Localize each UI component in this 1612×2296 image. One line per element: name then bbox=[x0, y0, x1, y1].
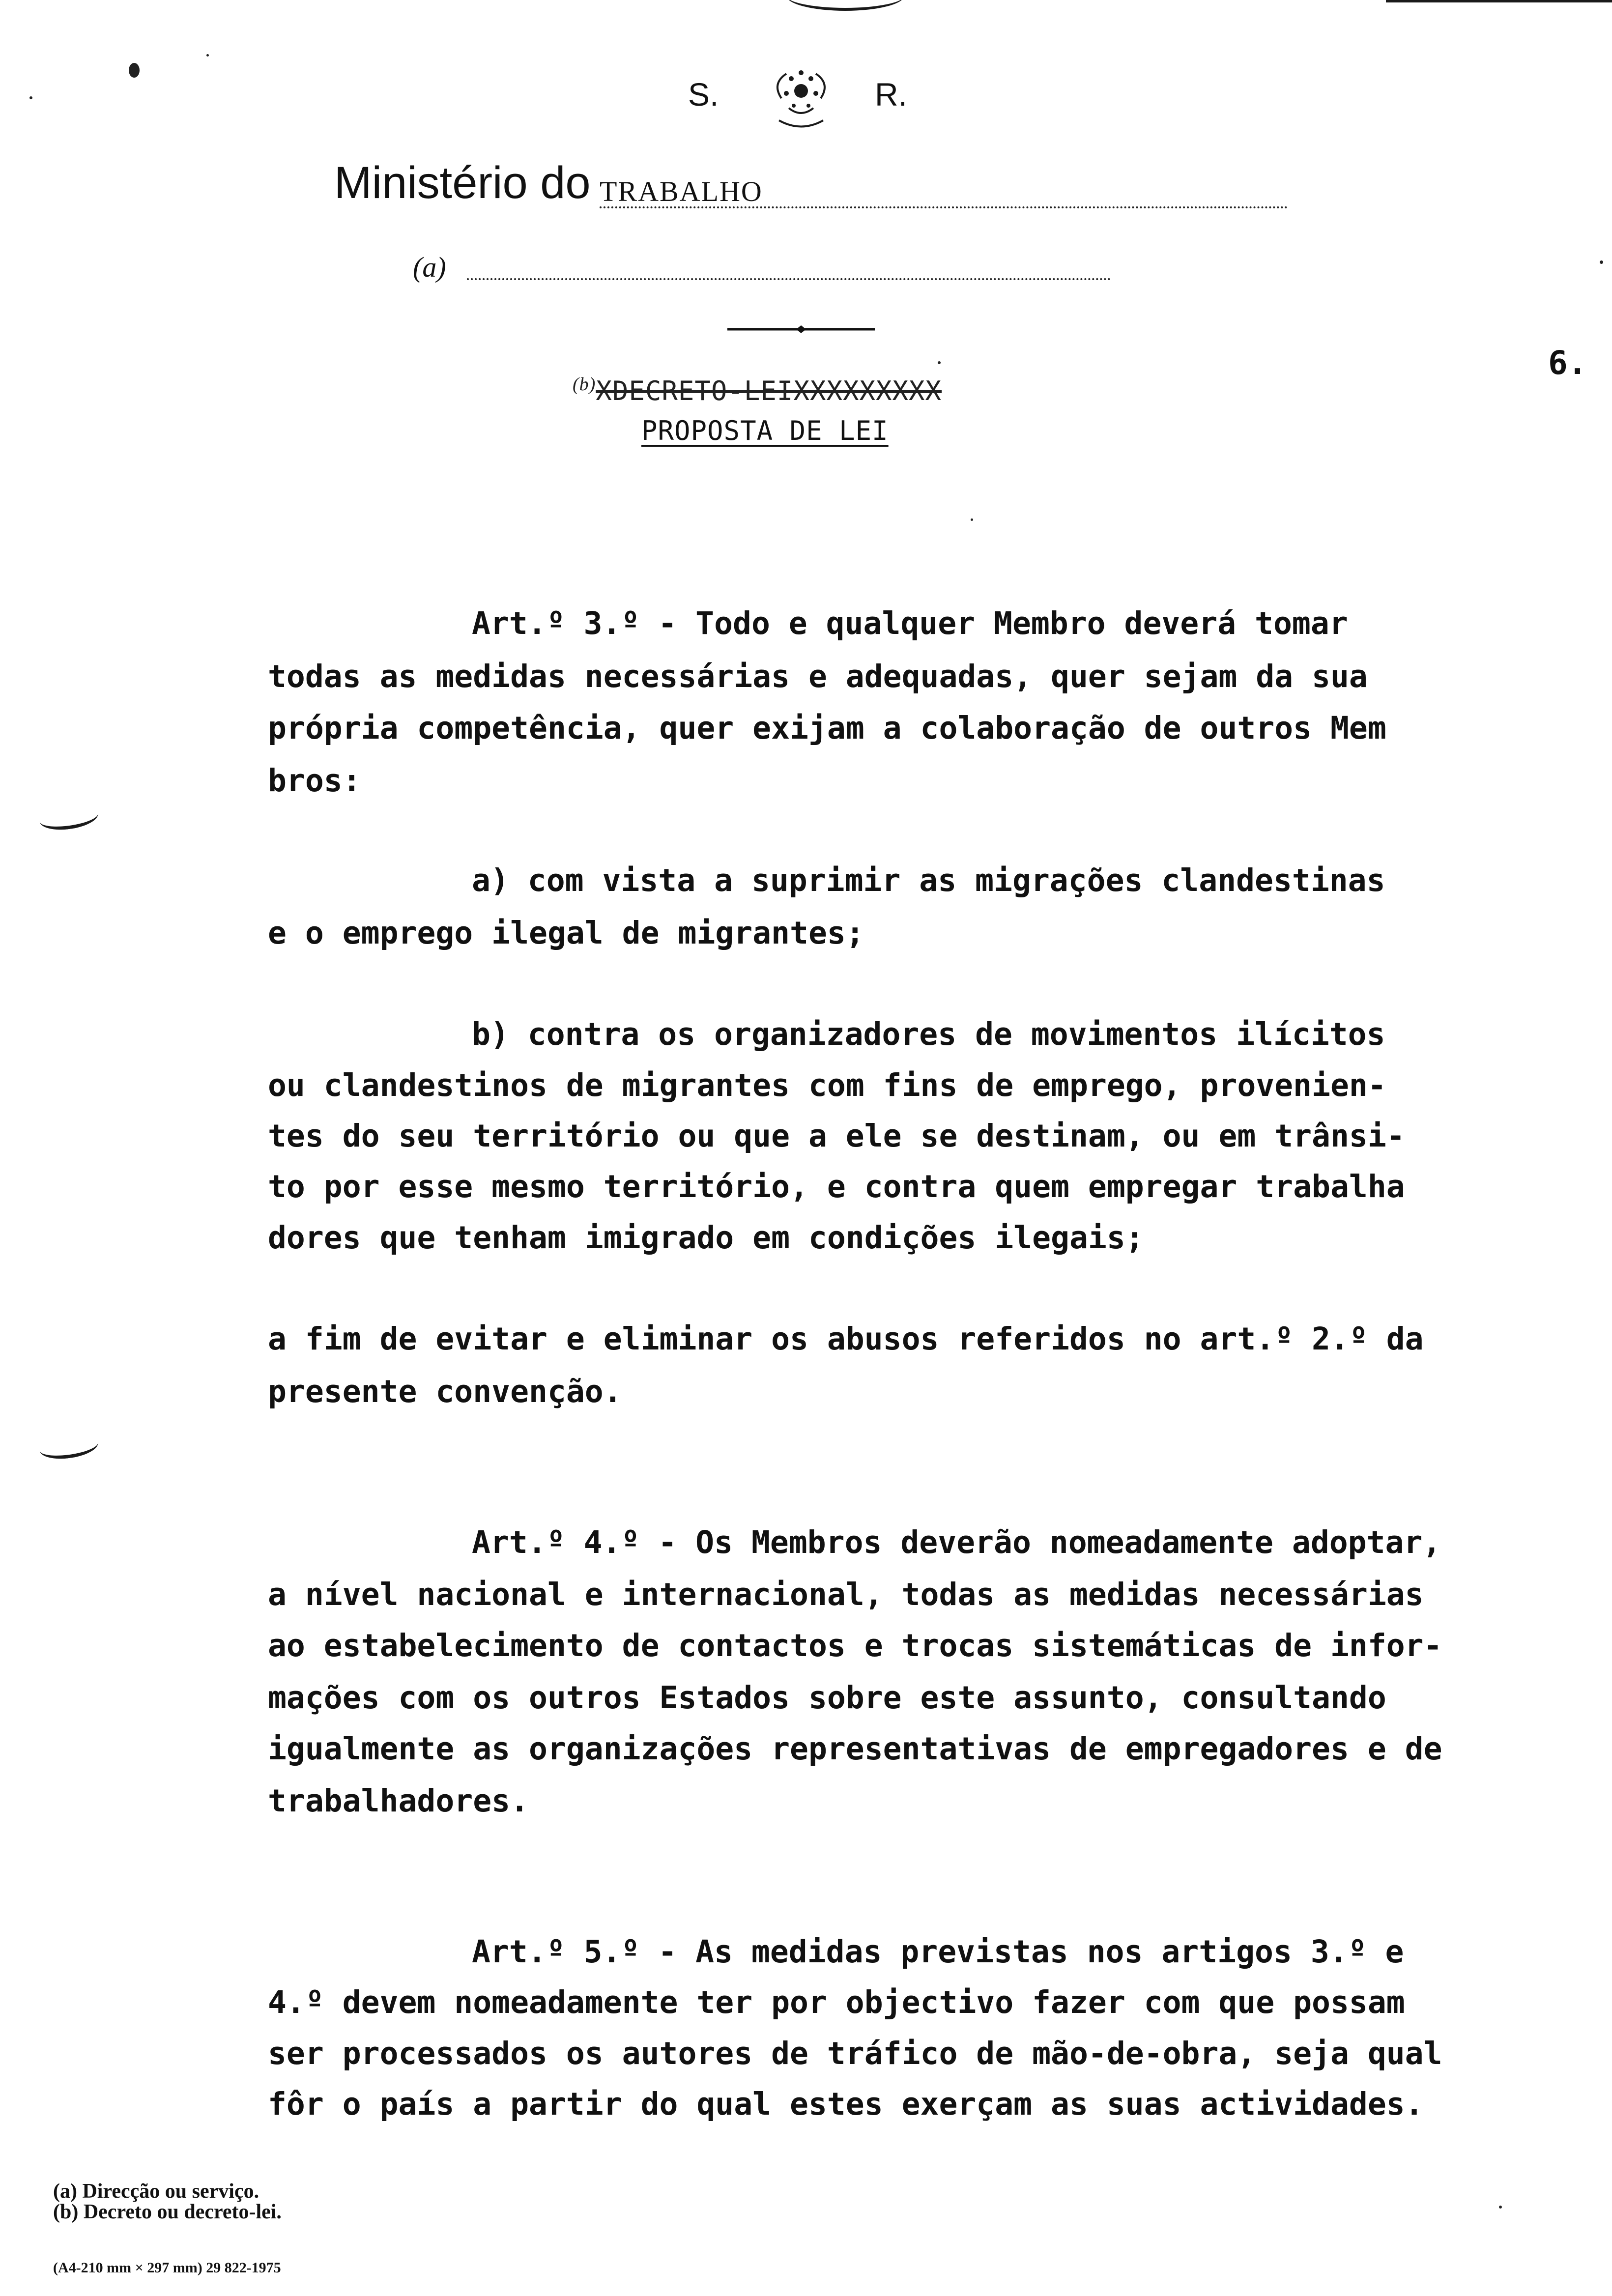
scan-artifact-top-arc bbox=[786, 0, 904, 11]
body-line: ou clandestinos de migrantes com fins de emprego, provenien- bbox=[268, 1067, 1386, 1103]
service-dotted-line bbox=[467, 278, 1111, 280]
divider-ornament-icon bbox=[727, 319, 875, 339]
document-type-struck-text: XDECRETO-LEIXXXXXXXXX bbox=[596, 375, 942, 406]
page-number: 6. bbox=[1548, 344, 1587, 382]
ministry-label: Ministério do bbox=[334, 158, 591, 208]
footnote-a: (a) Direcção ou serviço. bbox=[53, 2180, 259, 2203]
body-line: a fim de evitar e eliminar os abusos referidos no art.º 2.º da bbox=[268, 1321, 1424, 1357]
ministry-dotted-line bbox=[600, 206, 1288, 208]
scan-speck bbox=[129, 63, 140, 78]
body-line: trabalhadores. bbox=[268, 1783, 529, 1819]
document-title: PROPOSTA DE LEI bbox=[641, 415, 889, 446]
punch-hole-mark bbox=[38, 802, 99, 833]
letterhead-r: R. bbox=[875, 76, 907, 113]
scan-speck bbox=[971, 518, 973, 521]
document-type-prefix: (b) bbox=[573, 374, 596, 395]
body-line: a) com vista a suprimir as migrações clandestinas bbox=[472, 862, 1385, 898]
body-line: b) contra os organizadores de movimentos ilícitos bbox=[472, 1016, 1385, 1052]
scan-speck bbox=[29, 96, 32, 99]
body-line: Art.º 4.º - Os Membros deverão nomeadamente adoptar, bbox=[472, 1524, 1441, 1560]
body-line: 4.º devem nomeadamente ter por objectivo fazer com que possam bbox=[268, 1984, 1405, 2020]
punch-hole-mark bbox=[38, 1431, 99, 1462]
body-line: ao estabelecimento de contactos e trocas sistemáticas de infor- bbox=[268, 1628, 1442, 1664]
body-line: a nível nacional e internacional, todas as medidas necessárias bbox=[268, 1577, 1424, 1612]
document-type-line bbox=[573, 373, 942, 406]
body-line: própria competência, quer exijam a colaboração de outros Mem bbox=[268, 710, 1386, 746]
service-label: (a) bbox=[413, 251, 446, 283]
body-line: igualmente as organizações representativas de empregadores e de bbox=[268, 1731, 1442, 1767]
scan-speck bbox=[206, 54, 209, 57]
republic-emblem-icon bbox=[752, 64, 850, 133]
scan-speck bbox=[1499, 2206, 1502, 2209]
body-line: Art.º 5.º - As medidas previstas nos artigos 3.º e bbox=[472, 1934, 1404, 1970]
body-line: fôr o país a partir do qual estes exerçam as suas actividades. bbox=[268, 2086, 1424, 2122]
scan-speck bbox=[938, 361, 941, 364]
body-line: todas as medidas necessárias e adequadas, quer sejam da sua bbox=[268, 659, 1368, 694]
body-line: bros: bbox=[268, 763, 361, 799]
body-line: to por esse mesmo território, e contra quem empregar trabalha bbox=[268, 1169, 1405, 1205]
letterhead-s: S. bbox=[688, 76, 719, 113]
body-line: ser processados os autores de tráfico de mão-de-obra, seja qual bbox=[268, 2036, 1442, 2071]
scan-speck bbox=[1600, 260, 1603, 264]
ministry-department: TRABALHO bbox=[600, 175, 763, 207]
letterhead-sr bbox=[688, 64, 924, 133]
footnotes bbox=[53, 2181, 282, 2222]
body-line: presente convenção. bbox=[268, 1374, 622, 1409]
body-line: Art.º 3.º - Todo e qualquer Membro deverá tomar bbox=[472, 605, 1348, 641]
service-line bbox=[413, 251, 1199, 290]
body-line: mações com os outros Estados sobre este assunto, consultando bbox=[268, 1680, 1386, 1716]
form-reference: (A4-210 mm × 297 mm) 29 822-1975 bbox=[53, 2260, 281, 2276]
ministry-heading bbox=[334, 157, 1278, 216]
body-line: e o emprego ilegal de migrantes; bbox=[268, 915, 864, 951]
footnote-b: (b) Decreto ou decreto-lei. bbox=[53, 2201, 282, 2223]
body-line: dores que tenham imigrado em condições ilegais; bbox=[268, 1220, 1144, 1256]
scan-artifact-top-rule bbox=[1386, 0, 1612, 2]
body-line: tes do seu território ou que a ele se destinam, ou em trânsi- bbox=[268, 1118, 1405, 1154]
